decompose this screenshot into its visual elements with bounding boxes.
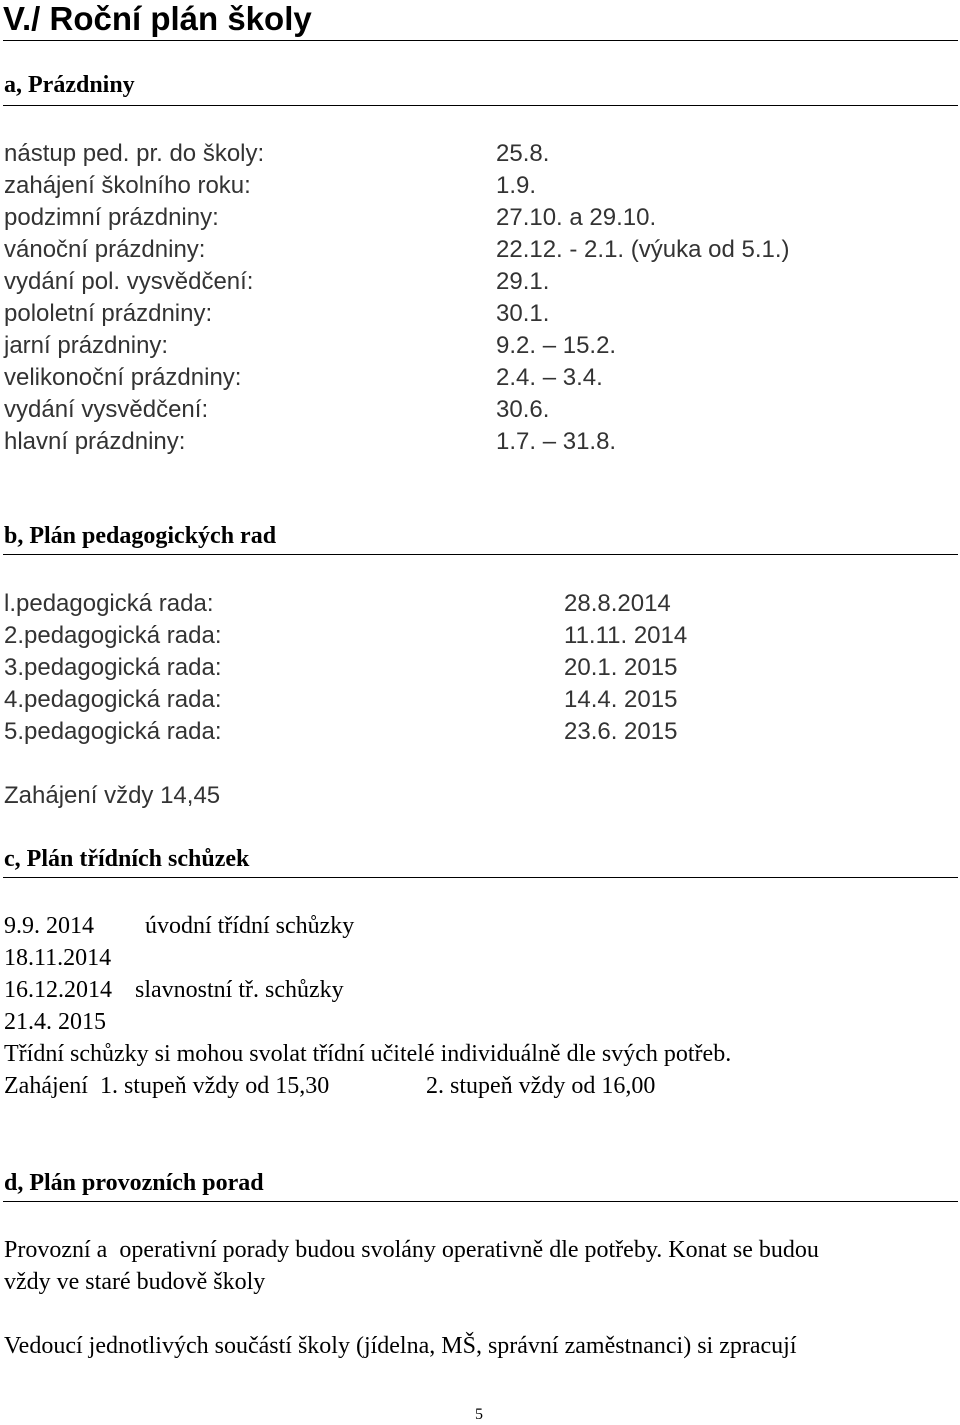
council-label: 3.pedagogická rada: bbox=[4, 654, 222, 681]
holiday-label: zahájení školního roku: bbox=[4, 172, 251, 199]
meeting-description: slavnostní tř. schůzky bbox=[135, 977, 344, 1003]
meetings-note: Třídní schůzky si mohou svolat třídní učitelé individuálně dle svých potřeb. bbox=[4, 1041, 732, 1067]
council-date: 23.6. 2015 bbox=[564, 718, 678, 745]
operations-paragraph-line: Provozní a operativní porady budou svolány operativně dle potřeby. Konat se budou bbox=[4, 1237, 819, 1263]
holiday-value: 1.9. bbox=[496, 172, 537, 199]
holiday-label: pololetní prázdniny: bbox=[4, 300, 213, 327]
section-rule-operations bbox=[3, 1201, 958, 1202]
holiday-label: velikonoční prázdniny: bbox=[4, 364, 242, 391]
holiday-label: podzimní prázdniny: bbox=[4, 204, 219, 231]
holiday-label: nástup ped. pr. do školy: bbox=[4, 140, 265, 167]
council-label: 4.pedagogická rada: bbox=[4, 686, 222, 713]
holiday-value: 25.8. bbox=[496, 140, 550, 167]
meeting-date: 21.4. 2015 bbox=[4, 1009, 106, 1035]
council-label: 2.pedagogická rada: bbox=[4, 622, 222, 649]
holiday-label: vánoční prázdniny: bbox=[4, 236, 206, 263]
section-rule-councils bbox=[3, 554, 958, 555]
meetings-start-second-grade: 2. stupeň vždy od 16,00 bbox=[426, 1073, 656, 1099]
council-date: 28.8.2014 bbox=[564, 590, 671, 617]
meeting-date: 18.11.2014 bbox=[4, 945, 112, 971]
document-title: V./ Roční plán školy bbox=[3, 0, 312, 37]
section-rule-meetings bbox=[3, 877, 958, 878]
meetings-start-first-grade: Zahájení 1. stupeň vždy od 15,30 bbox=[4, 1073, 330, 1099]
section-heading-meetings: c, Plán třídních schůzek bbox=[4, 846, 250, 872]
meeting-date: 16.12.2014 bbox=[4, 977, 112, 1003]
holiday-value: 22.12. - 2.1. (výuka od 5.1.) bbox=[496, 236, 790, 263]
section-heading-operations: d, Plán provozních porad bbox=[4, 1170, 264, 1196]
section-rule-holidays bbox=[3, 105, 958, 106]
holiday-value: 30.1. bbox=[496, 300, 550, 327]
holiday-label: vydání pol. vysvědčení: bbox=[4, 268, 254, 295]
council-date: 14.4. 2015 bbox=[564, 686, 678, 713]
meeting-description: úvodní třídní schůzky bbox=[145, 913, 355, 939]
page-number: 5 bbox=[475, 1406, 483, 1423]
council-date: 20.1. 2015 bbox=[564, 654, 678, 681]
council-label: l.pedagogická rada: bbox=[4, 590, 214, 617]
holiday-value: 9.2. – 15.2. bbox=[496, 332, 617, 359]
meeting-date: 9.9. 2014 bbox=[4, 913, 94, 939]
section-heading-holidays: a, Prázdniny bbox=[4, 72, 135, 98]
holiday-label: hlavní prázdniny: bbox=[4, 428, 186, 455]
council-label: 5.pedagogická rada: bbox=[4, 718, 222, 745]
holiday-value: 2.4. – 3.4. bbox=[496, 364, 603, 391]
councils-note: Zahájení vždy 14,45 bbox=[4, 782, 221, 809]
title-rule bbox=[3, 40, 958, 41]
holiday-label: vydání vysvědčení: bbox=[4, 396, 209, 423]
operations-paragraph-line: vždy ve staré budově školy bbox=[4, 1269, 266, 1295]
operations-paragraph: Vedoucí jednotlivých součástí školy (jídelna, MŠ, správní zaměstnanci) si zpracují bbox=[4, 1333, 797, 1359]
holiday-label: jarní prázdniny: bbox=[4, 332, 169, 359]
council-date: 11.11. 2014 bbox=[564, 622, 688, 649]
holiday-value: 27.10. a 29.10. bbox=[496, 204, 657, 231]
holiday-value: 30.6. bbox=[496, 396, 550, 423]
section-heading-councils: b, Plán pedagogických rad bbox=[4, 523, 277, 549]
holiday-value: 29.1. bbox=[496, 268, 550, 295]
holiday-value: 1.7. – 31.8. bbox=[496, 428, 617, 455]
